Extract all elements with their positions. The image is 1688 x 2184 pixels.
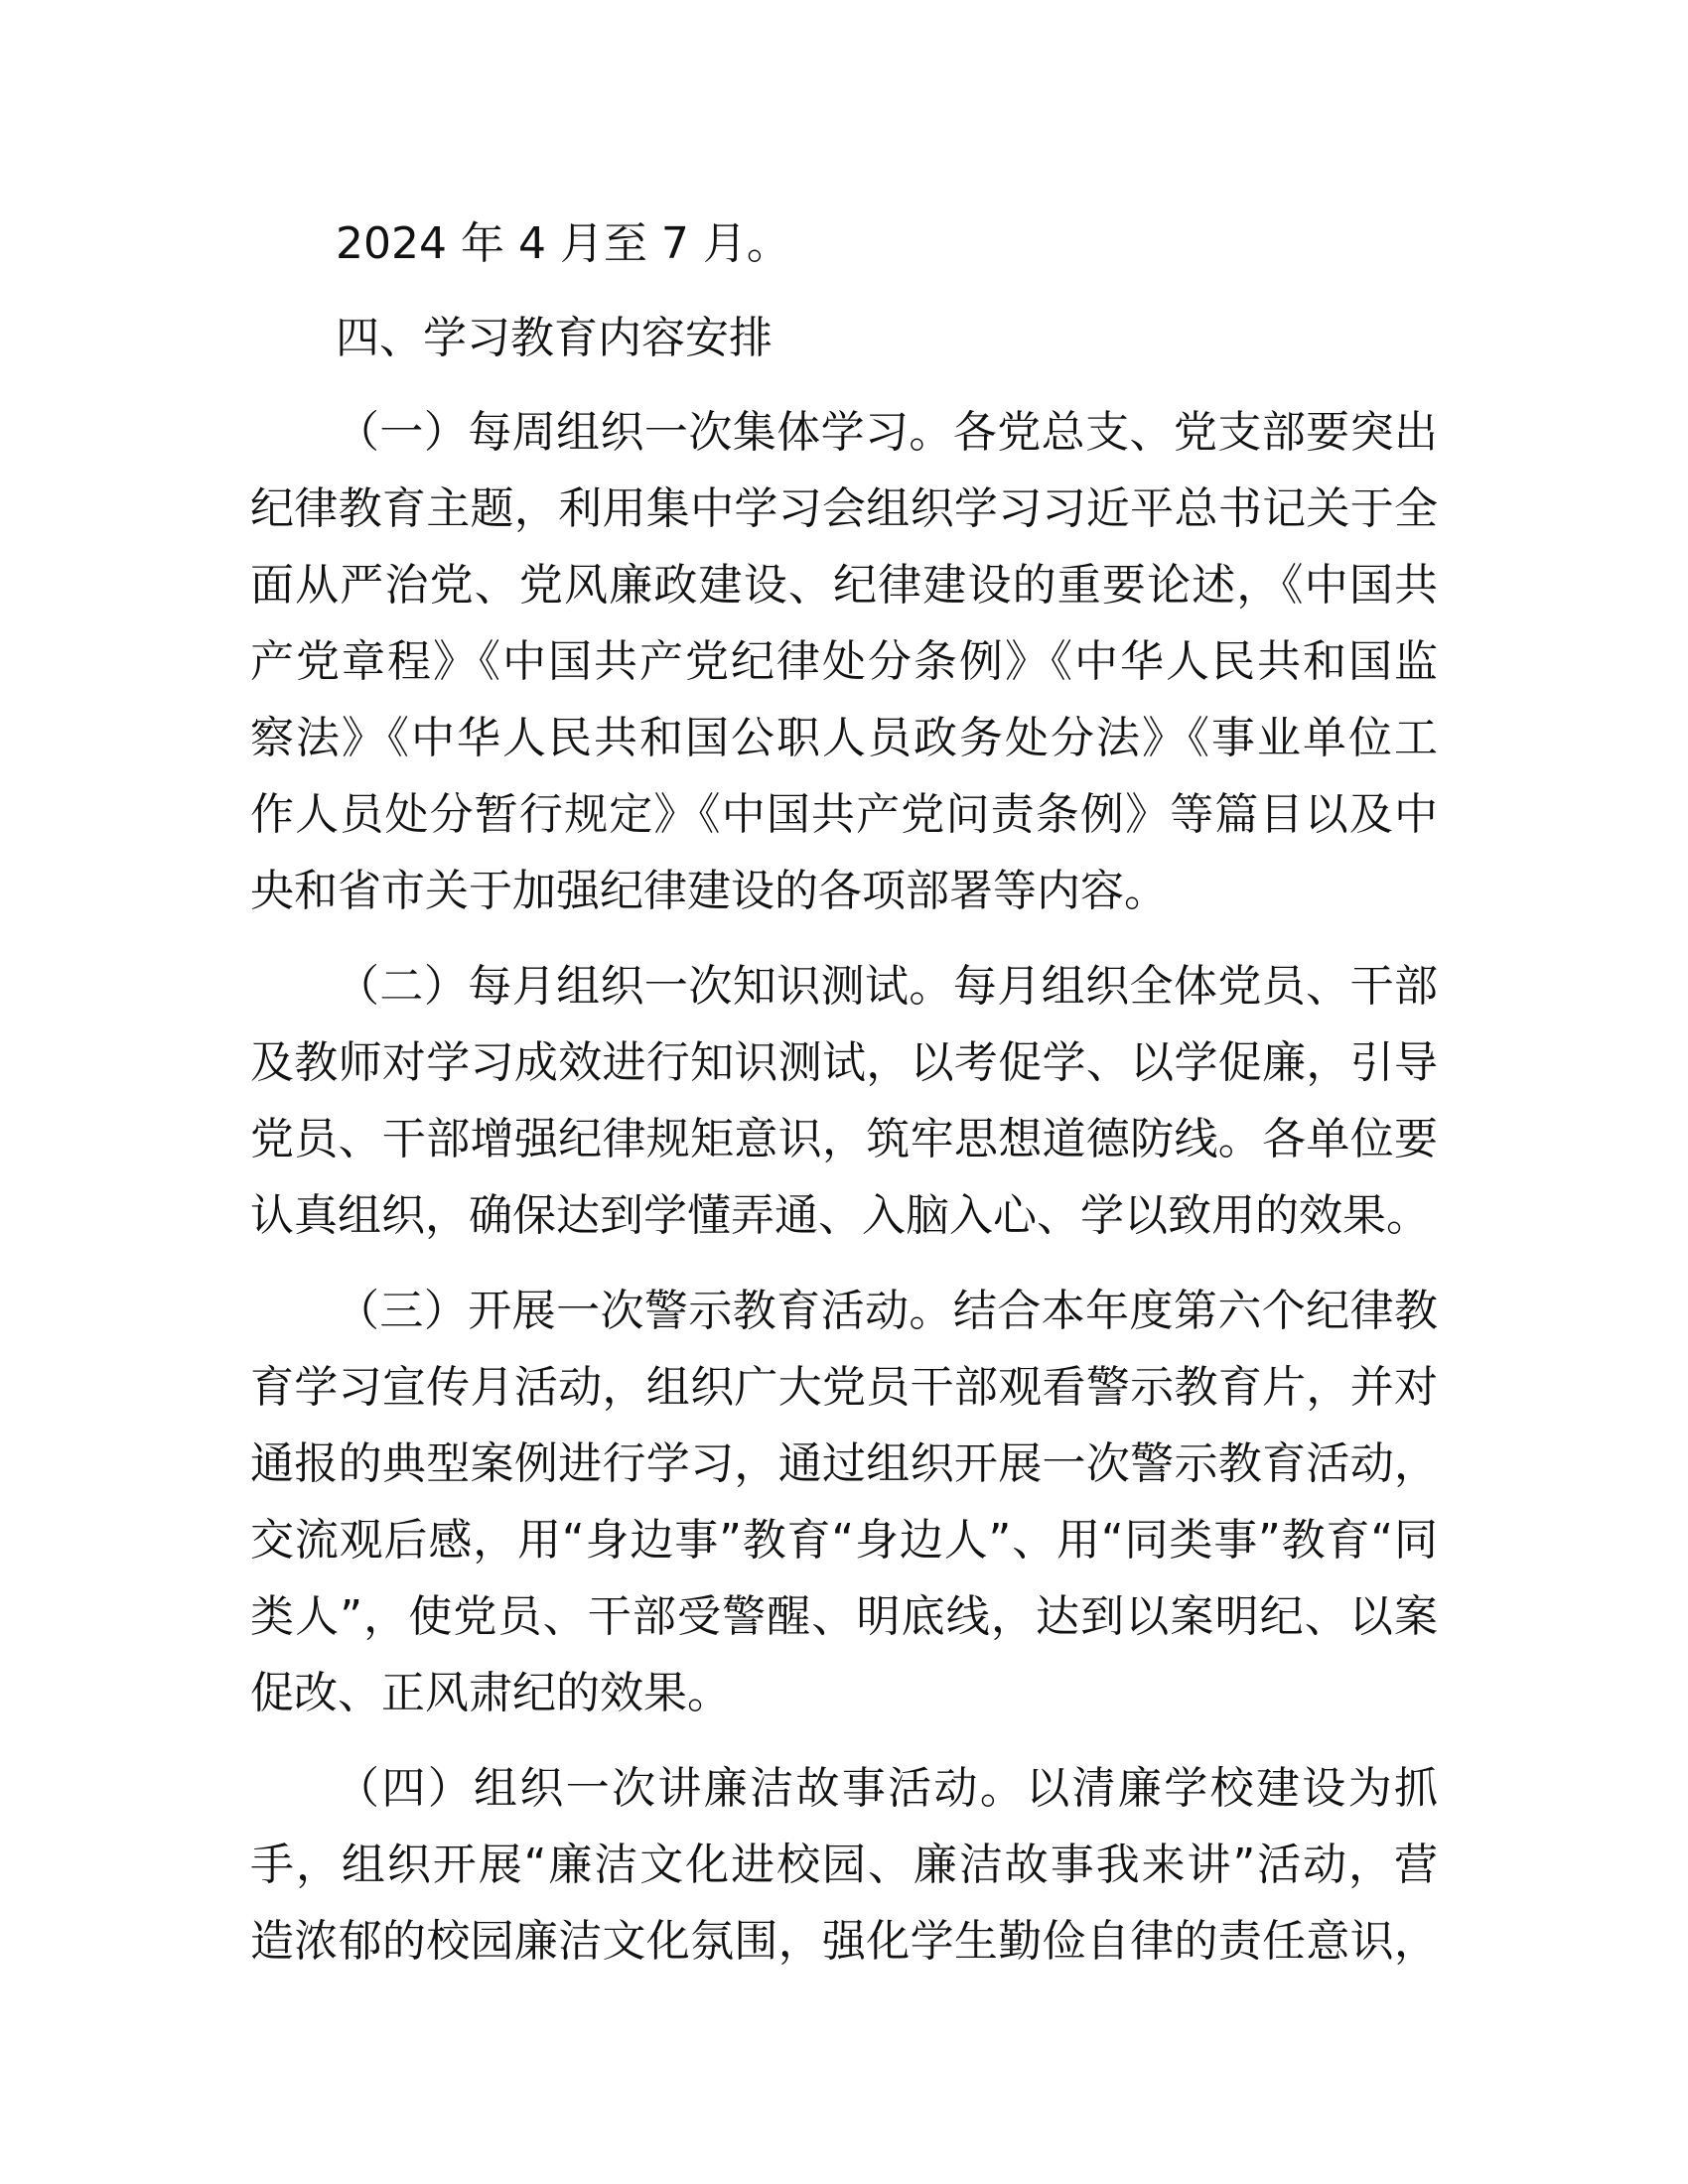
paragraph-line: 认真组织，确保达到学懂弄通、入脑入心、学以致用的效果。	[250, 1190, 1430, 1241]
paragraph-line: 手，组织开展“廉洁文化进校园、廉洁故事我来讲”活动，营	[250, 1840, 1438, 1890]
paragraph-line: 及教师对学习成效进行知识测试，以考促学、以学促廉，引导	[250, 1037, 1438, 1088]
paragraph-line: 作人员处分暂行规定》《中国共产党问责条例》等篇目以及中	[250, 789, 1438, 840]
paragraph-line: （四）组织一次讲廉洁故事活动。以清廉学校建设为抓	[336, 1763, 1438, 1814]
paragraph-line: 纪律教育主题，利用集中学习会组织学习习近平总书记关于全	[250, 483, 1438, 534]
paragraph-line: 面从严治党、党风廉政建设、纪律建设的重要论述，《中国共	[250, 560, 1438, 611]
paragraph-line: 产党章程》《中国共产党纪律处分条例》《中华人民共和国监	[250, 636, 1438, 687]
date-line: 2024 年 4 月至 7 月。	[336, 218, 790, 269]
paragraph-line: 央和省市关于加强纪律建设的各项部署等内容。	[250, 866, 1168, 916]
paragraph-line: 促改、正风肃纪的效果。	[250, 1668, 731, 1718]
paragraph-line: （一）每周组织一次集体学习。各党总支、党支部要突出	[336, 407, 1438, 458]
paragraph-line: 党员、干部增强纪律规矩意识，筑牢思想道德防线。各单位要	[250, 1114, 1438, 1164]
paragraph-line: 察法》《中华人民共和国公职人员政务处分法》《事业单位工	[250, 713, 1438, 763]
paragraph-line: 交流观后感，用“身边事”教育“身边人”、用“同类事”教育“同	[250, 1515, 1438, 1566]
paragraph-line: （二）每月组织一次知识测试。每月组织全体党员、干部	[336, 961, 1438, 1012]
paragraph-line: 通报的典型案例进行学习，通过组织开展一次警示教育活动，	[250, 1438, 1438, 1489]
paragraph-line: （三）开展一次警示教育活动。结合本年度第六个纪律教	[336, 1286, 1438, 1336]
paragraph-line: 造浓郁的校园廉洁文化氛围，强化学生勤俭自律的责任意识，	[250, 1916, 1438, 1967]
section-heading: 四、学习教育内容安排	[336, 313, 773, 363]
paragraph-line: 类人”，使党员、干部受警醒、明底线，达到以案明纪、以案	[250, 1591, 1438, 1642]
paragraph-line: 育学习宣传月活动，组织广大党员干部观看警示教育片，并对	[250, 1362, 1438, 1413]
